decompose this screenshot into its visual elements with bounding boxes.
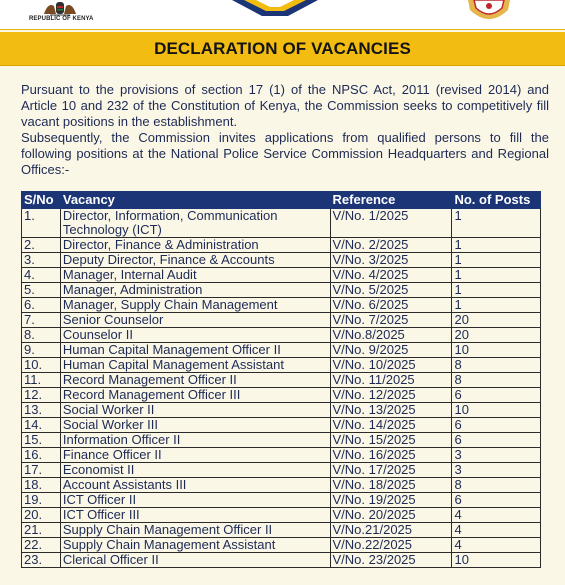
cell-sno: 10. <box>22 358 61 373</box>
cell-sno: 20. <box>22 508 61 523</box>
cell-sno: 6. <box>22 298 61 313</box>
page-title: DECLARATION OF VACANCIES <box>154 39 411 58</box>
cell-posts: 8 <box>452 358 541 373</box>
cell-sno: 11. <box>22 373 61 388</box>
cell-reference: V/No. 3/2025 <box>330 253 452 268</box>
table-row <box>22 403 541 418</box>
cell-reference: V/No. 14/2025 <box>330 418 452 433</box>
cell-reference: V/No. 6/2025 <box>330 298 452 313</box>
cell-vacancy: Director, Finance & Administration <box>60 238 330 253</box>
table-row <box>22 253 541 268</box>
cell-sno: 4. <box>22 268 61 283</box>
cell-reference: V/No. 12/2025 <box>330 388 452 403</box>
cell-posts: 20 <box>452 328 541 343</box>
cell-posts: 10 <box>452 553 541 568</box>
intro-paragraph-1: Pursuant to the provisions of section 17 (1) of the NPSC Act, 2011 (revised 2014) and Article 10 and 232 of the Constitution of Kenya, the Commission seeks to competitively fill vacant positions in the establishment. <box>21 82 549 129</box>
table-row <box>22 313 541 328</box>
cell-posts: 6 <box>452 493 541 508</box>
cell-vacancy: Finance Officer II <box>60 448 330 463</box>
cell-sno: 7. <box>22 313 61 328</box>
cell-reference: V/No.22/2025 <box>330 538 452 553</box>
cell-vacancy: Supply Chain Management Officer II <box>60 523 330 538</box>
table-row <box>22 493 541 508</box>
cell-posts: 3 <box>452 463 541 478</box>
table-row <box>22 268 541 283</box>
table-row <box>22 448 541 463</box>
cell-vacancy: Record Management Officer III <box>60 388 330 403</box>
cell-reference: V/No.8/2025 <box>330 328 452 343</box>
police-badge-icon <box>466 0 512 24</box>
cell-posts: 1 <box>452 238 541 253</box>
cell-posts: 10 <box>452 343 541 358</box>
intro-paragraph-2: Subsequently, the Commission invites applications from qualified persons to fill the following positions at the National Police Service Commission Headquarters and Regional Offices:- <box>21 130 549 177</box>
cell-posts: 4 <box>452 508 541 523</box>
cell-posts: 1 <box>452 298 541 313</box>
cell-sno: 19. <box>22 493 61 508</box>
cell-posts: 3 <box>452 448 541 463</box>
table-row <box>22 508 541 523</box>
cell-vacancy: Human Capital Management Officer II <box>60 343 330 358</box>
cell-sno: 2. <box>22 238 61 253</box>
cell-posts: 10 <box>452 403 541 418</box>
cell-sno: 1. <box>22 209 61 238</box>
intro-text <box>21 82 549 178</box>
cell-posts: 8 <box>452 478 541 493</box>
cell-vacancy: Director, Information, Communication Technology (ICT) <box>60 209 330 238</box>
cell-vacancy: Information Officer II <box>60 433 330 448</box>
table-row <box>22 388 541 403</box>
cell-vacancy: Manager, Supply Chain Management <box>60 298 330 313</box>
table-row <box>22 433 541 448</box>
table-header-row <box>22 192 541 209</box>
cell-vacancy: Human Capital Management Assistant <box>60 358 330 373</box>
cell-reference: V/No. 19/2025 <box>330 493 452 508</box>
cell-posts: 20 <box>452 313 541 328</box>
cell-vacancy: ICT Officer III <box>60 508 330 523</box>
table-row <box>22 523 541 538</box>
cell-sno: 5. <box>22 283 61 298</box>
table-row <box>22 328 541 343</box>
cell-posts: 6 <box>452 433 541 448</box>
table-row <box>22 418 541 433</box>
cell-reference: V/No. 4/2025 <box>330 268 452 283</box>
cell-reference: V/No. 16/2025 <box>330 448 452 463</box>
cell-posts: 6 <box>452 418 541 433</box>
cell-reference: V/No. 10/2025 <box>330 358 452 373</box>
cell-reference: V/No. 18/2025 <box>330 478 452 493</box>
table-row <box>22 209 541 238</box>
cell-sno: 13. <box>22 403 61 418</box>
header-vacancy: Vacancy <box>60 192 330 209</box>
cell-posts: 1 <box>452 283 541 298</box>
cell-vacancy: Clerical Officer II <box>60 553 330 568</box>
republic-label: REPUBLIC OF KENYA <box>29 16 94 22</box>
header-rule <box>0 29 565 30</box>
cell-posts: 4 <box>452 538 541 553</box>
cell-reference: V/No. 2/2025 <box>330 238 452 253</box>
table-row <box>22 298 541 313</box>
table-row <box>22 283 541 298</box>
cell-sno: 8. <box>22 328 61 343</box>
cell-sno: 23. <box>22 553 61 568</box>
cell-posts: 1 <box>452 253 541 268</box>
cell-vacancy: Supply Chain Management Assistant <box>60 538 330 553</box>
cell-posts: 1 <box>452 268 541 283</box>
header-reference: Reference <box>330 192 452 209</box>
cell-reference: V/No. 23/2025 <box>330 553 452 568</box>
table-row <box>22 538 541 553</box>
cell-reference: V/No. 5/2025 <box>330 283 452 298</box>
table-row <box>22 373 541 388</box>
cell-reference: V/No. 11/2025 <box>330 373 452 388</box>
table-row <box>22 478 541 493</box>
kenya-coat-of-arms-icon <box>40 0 80 16</box>
table-row <box>22 238 541 253</box>
cell-posts: 4 <box>452 523 541 538</box>
cell-sno: 9. <box>22 343 61 358</box>
document-header <box>0 0 565 30</box>
table-body <box>22 209 541 568</box>
cell-sno: 15. <box>22 433 61 448</box>
table-row <box>22 553 541 568</box>
cell-reference: V/No. 9/2025 <box>330 343 452 358</box>
cell-sno: 16. <box>22 448 61 463</box>
cell-reference: V/No.21/2025 <box>330 523 452 538</box>
cell-vacancy: Deputy Director, Finance & Accounts <box>60 253 330 268</box>
cell-reference: V/No. 20/2025 <box>330 508 452 523</box>
cell-vacancy: Senior Counselor <box>60 313 330 328</box>
cell-reference: V/No. 7/2025 <box>330 313 452 328</box>
cell-vacancy: Account Assistants III <box>60 478 330 493</box>
vacancies-table <box>21 191 541 568</box>
cell-vacancy: Counselor II <box>60 328 330 343</box>
cell-sno: 18. <box>22 478 61 493</box>
cell-reference: V/No. 15/2025 <box>330 433 452 448</box>
cell-reference: V/No. 13/2025 <box>330 403 452 418</box>
table-row <box>22 358 541 373</box>
cell-reference: V/No. 17/2025 <box>330 463 452 478</box>
cell-vacancy: Economist II <box>60 463 330 478</box>
cell-posts: 1 <box>452 209 541 238</box>
cell-posts: 6 <box>452 388 541 403</box>
header-sno: S/No <box>22 192 61 209</box>
table-row <box>22 343 541 358</box>
cell-vacancy: Social Worker III <box>60 418 330 433</box>
cell-sno: 21. <box>22 523 61 538</box>
cell-reference: V/No. 1/2025 <box>330 209 452 238</box>
table-row <box>22 463 541 478</box>
cell-sno: 14. <box>22 418 61 433</box>
cell-vacancy: Social Worker II <box>60 403 330 418</box>
cell-sno: 22. <box>22 538 61 553</box>
cell-vacancy: Record Management Officer II <box>60 373 330 388</box>
cell-sno: 17. <box>22 463 61 478</box>
cell-sno: 3. <box>22 253 61 268</box>
cell-vacancy: Manager, Administration <box>60 283 330 298</box>
cell-sno: 12. <box>22 388 61 403</box>
ribbon-emblem-icon <box>230 0 320 16</box>
cell-posts: 8 <box>452 373 541 388</box>
cell-vacancy: ICT Officer II <box>60 493 330 508</box>
cell-vacancy: Manager, Internal Audit <box>60 268 330 283</box>
header-posts: No. of Posts <box>452 192 541 209</box>
